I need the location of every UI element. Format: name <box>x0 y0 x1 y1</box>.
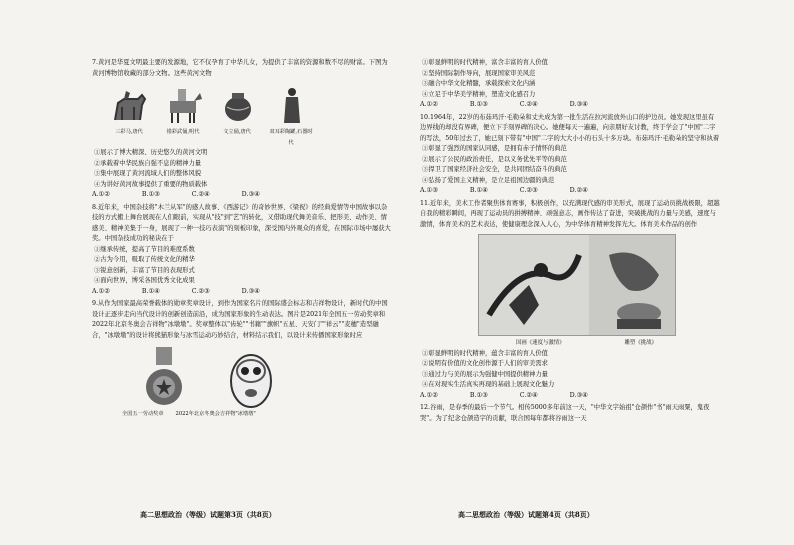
option: ①彰显鲜明的时代精神，富含丰富的育人价值 <box>422 59 548 66</box>
sculpture-caption: 雕塑《挑战》 <box>624 340 657 346</box>
option: ②古为今用，吸取了传统文化的精华 <box>94 256 195 263</box>
choice-b: B.①④ <box>469 187 488 194</box>
painting-caption: 国画《速度与激情》 <box>516 340 565 346</box>
artifact-captions <box>106 127 392 148</box>
choice-d: D.③④ <box>569 101 588 108</box>
question-11-stem: 11.近年来，美术工作者聚焦体育赛事，积极创作，以充满现代感的审美形式，展现了运动员挑战极限，超越自我的精彩瞬间，再现了运动员的拼搏精神、顽强意志，画作传达了奋进，突破挑战的力量与美感，速度与激情，体育美术的艺术表达，使健康理念深入人心，为中华体育精神发挥光大。体育美术作品的创作 <box>420 199 720 228</box>
standing-figurine-image <box>272 85 312 125</box>
choice-c: C.②④ <box>519 391 538 399</box>
choice-a: A.①② <box>420 391 438 399</box>
choice-d: D.③④ <box>241 287 260 295</box>
option: ③融合中华文化精髓，承载探索文化内涵 <box>422 80 536 87</box>
armored-horse-image <box>164 85 204 125</box>
choice-b: B.①③ <box>141 191 160 198</box>
choice-c: C.②③ <box>519 187 538 194</box>
artifact-caption: 三彩马,唐代 <box>115 129 143 135</box>
option: ④弘扬了爱国主义精神，是立足祖国边疆的典范 <box>422 176 555 184</box>
choice-d: D.③④ <box>569 391 588 399</box>
option: ②承载着中华民族自强不息的精神力量 <box>94 159 202 167</box>
choice-b: B.①③ <box>469 101 488 108</box>
choice-b: B.①④ <box>141 287 160 295</box>
bing-dwen-dwen-image <box>226 347 276 409</box>
sculpture-image <box>589 235 675 335</box>
answer-choices <box>420 100 720 111</box>
artifact-images <box>110 83 392 125</box>
mascot-caption: 2022年北京冬奥会吉祥物"冰墩墩" <box>175 411 256 417</box>
question-12-stem: 12.谷雨，是春季的最后一个节气。相传5000多年前这一天，"中华文字始祖"仓颉作"书"雨天雨粟，鬼夜哭"。为了纪念仓颉造字的贡献，联合国每年都将谷雨这一天 <box>420 404 710 422</box>
medal-images <box>142 345 392 409</box>
answer-choices <box>420 391 720 402</box>
tricolor-horse-image <box>110 85 150 125</box>
option: ④在对现实生活真实再现的基础上展现文化魅力 <box>422 381 555 388</box>
medal-caption: 全国五一劳动奖章 <box>122 411 164 417</box>
option: ②展示了公民的政治责任，是以义务优先平等的典范 <box>422 155 567 163</box>
choice-c: C.②③ <box>191 287 210 295</box>
artifact-caption: 双耳彩陶罐,石器时代 <box>269 129 313 146</box>
page-footer-left: 高二思想政治（等级）试题第3页（共8页） <box>140 510 276 519</box>
page-footer-right: 高二思想政治（等级）试题第4页（共8页） <box>458 510 594 519</box>
left-page <box>92 58 392 420</box>
option: ②说明有价值的文化创作源于人们的审美需求 <box>422 360 548 367</box>
choice-a: A.①② <box>420 101 438 108</box>
answer-choices <box>92 190 392 201</box>
question-7-stem: 7.黄河是华夏文明最主要的发源地，它不仅孕育了中华儿女，为提供了丰富的资源和数不尽的财富。下图为黄河博物馆收藏的部分文物。这些黄河文物 <box>92 59 388 77</box>
choice-a: A.①② <box>92 191 110 198</box>
option: ②坚持国际制作导向，展现国家审美风范 <box>422 69 536 77</box>
option: ①展示了博大精深、历史悠久的黄河文明 <box>94 149 208 156</box>
option: ④立足于中华美学精神，塑造文化感召力 <box>422 90 536 98</box>
choice-d: D.②④ <box>569 187 588 194</box>
option: ④为讲好黄河故事提供了重要的物质载体 <box>94 180 208 188</box>
choice-c: C.②④ <box>191 191 210 198</box>
right-page <box>420 58 720 424</box>
answer-choices <box>420 186 720 197</box>
question-9-stem: 9.从作为国家最高荣誉载体的勋章奖章设计，到作为国家名片的国际盛会标志和吉祥物设计，新时代的中国设计正逐步走向当代设计的创新创造前沿，成为国家形象的生动表达。图片是2021年全国五一劳动奖章和2022年北京冬奥会吉祥物"冰墩墩"。奖章整体以"齿轮""书籍""旗帜"五星、天安门""祥云""麦穗"造型融合，"冰墩墩"的设计将熊猫形象与冰雪运动巧妙结合，材料结示我们，以设计来传播国家形象时应 <box>92 300 388 339</box>
option: ③捍卫了国家经济社会安全，是共同团结奋斗的典范 <box>422 166 567 173</box>
artifact-caption: 错彩武俑,明代 <box>166 129 200 135</box>
choice-a: A.①② <box>92 287 110 295</box>
option: ③锐意创新，丰富了节目的表现形式 <box>94 266 195 274</box>
artwork-captions <box>516 338 720 349</box>
option: ①继承传统，提高了节目的难度系数 <box>94 245 195 253</box>
option: ③通过力与美的展示为强健中国提供精神力量 <box>422 370 548 378</box>
choice-a: A.①③ <box>420 187 438 194</box>
option: ①彰显了强烈的国家认同感，是拥有赤子情怀的典范 <box>422 145 567 152</box>
question-8-stem: 8.近年来，中国杂技将"木兰从军"的感人故事、《西游记》的奇妙世界、《梁祝》的经典爱情等中国故事以杂技的方式搬上舞台展现在人们眼前，实现从"技"到"艺"的转化，又借助现代舞美音乐、把形美、动作美、情感美、精神美集于一身，展现了一种一技巧表演"的刻板印象，深受国内外观众的喜爱，在国际市场中屡获大奖。中国杂技成功的秘诀在于 <box>92 203 391 242</box>
question-10-stem: 10.1964年，22岁的布茹玛汗·毛勒朵和丈夫成为第一批生活在拉河流放外山口的护边员。她发现这里虽有边界线的却没有界碑，便立下手刻界碑的决心。她便每天一遍遍，向亲朋好友讨教，终于学会了"中国"二字的写法，50年过去了，她已刻下带有"中国"二字的大大小小的石头十多万块。布茹玛汗·毛勒朵的坚守和执着 <box>420 113 720 142</box>
choice-c: C.②④ <box>519 101 538 108</box>
artwork-images <box>478 234 676 336</box>
medal-captions <box>122 409 392 420</box>
labor-medal-image <box>142 347 186 409</box>
artifact-caption: 文立俑,唐代 <box>223 129 251 135</box>
option: ③集中展现了黄河流域人们的整体风貌 <box>94 170 202 177</box>
choice-b: B.①③ <box>469 391 488 399</box>
answer-choices <box>92 287 392 298</box>
pottery-jar-image <box>218 85 258 125</box>
option: ④面向世界，博采各国优秀文化成果 <box>94 277 195 284</box>
choice-d: D.③④ <box>241 191 260 198</box>
ink-painting-image <box>479 235 589 335</box>
option: ①彰显鲜明的时代精神，蕴含丰富的育人价值 <box>422 349 548 357</box>
